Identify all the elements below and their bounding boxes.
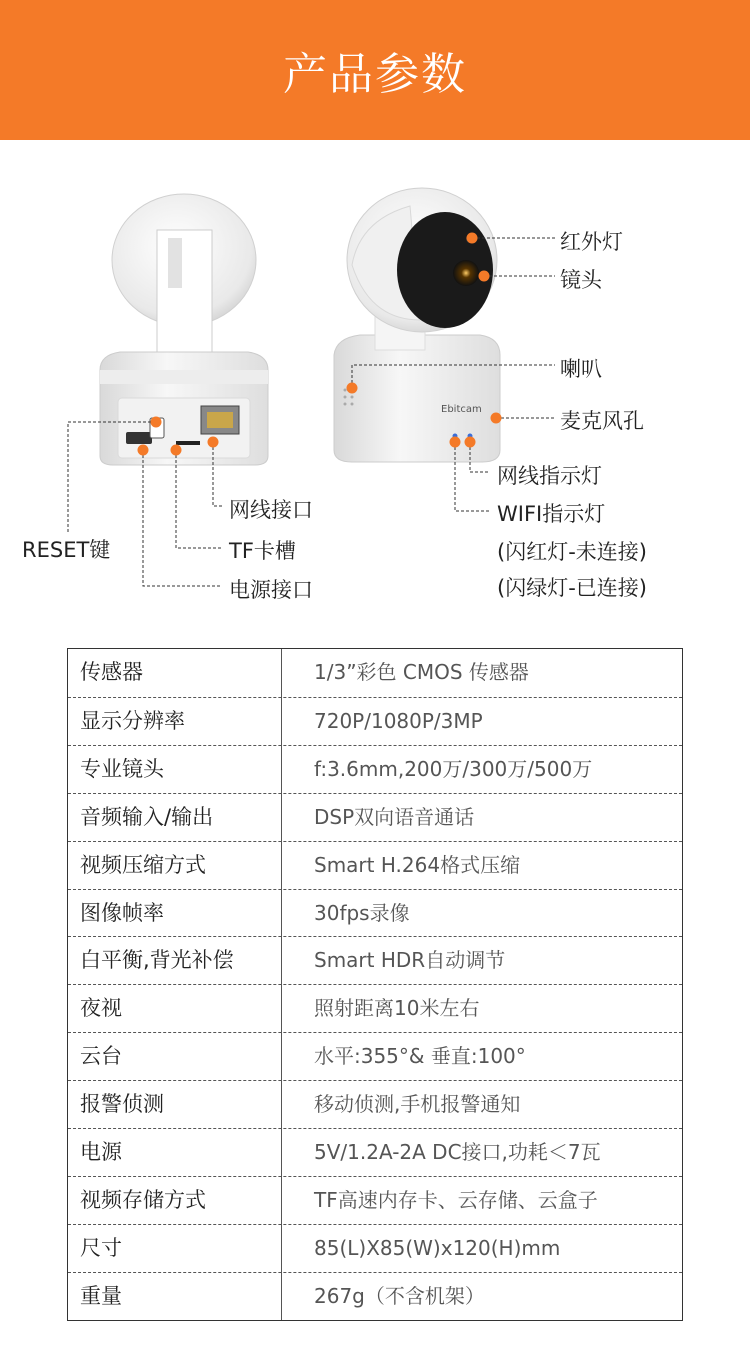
callout-network-indicator: 网线指示灯 [497, 464, 602, 488]
spec-value: 水平:355°& 垂直:100° [314, 1044, 526, 1069]
spec-value: DSP双向语音通话 [314, 804, 475, 829]
spec-value: 1/3”彩色 CMOS 传感器 [314, 660, 529, 684]
spec-value: 720P/1080P/3MP [314, 708, 483, 733]
callout-reset-key: RESET键 [22, 538, 111, 562]
spec-key: 尺寸 [80, 1235, 122, 1260]
spec-value: 30fps录像 [314, 900, 410, 925]
spec-row [68, 649, 682, 696]
spec-value: TF高速内存卡、云存储、云盒子 [314, 1187, 598, 1212]
spec-key: 视频存储方式 [80, 1187, 206, 1212]
spec-value: 5V/1.2A-2A DC接口,功耗＜7瓦 [314, 1140, 601, 1164]
spec-row [68, 793, 682, 841]
spec-row [68, 889, 682, 937]
callout-wifi-green: (闪绿灯-已连接) [497, 576, 647, 600]
callout-speaker: 喇叭 [560, 357, 602, 381]
spec-value: 85(L)X85(W)x120(H)mm [314, 1235, 561, 1260]
spec-key: 白平衡,背光补偿 [80, 948, 234, 973]
header-banner [0, 0, 750, 140]
spec-row [68, 1272, 682, 1320]
spec-row [68, 697, 682, 745]
spec-row [68, 745, 682, 793]
spec-key: 显示分辨率 [80, 708, 185, 733]
spec-key: 传感器 [80, 660, 143, 684]
callout-wifi-indicator: WIFI指示灯 [497, 502, 606, 526]
spec-row [68, 936, 682, 984]
spec-key: 视频压缩方式 [80, 852, 206, 877]
spec-row [68, 1224, 682, 1272]
callout-lens: 镜头 [560, 268, 602, 292]
callout-power-port: 电源接口 [229, 578, 313, 602]
brand-logo: Ebitcam [441, 404, 482, 415]
camera-back-view [100, 194, 268, 465]
callout-wifi-red: (闪红灯-未连接) [497, 540, 647, 564]
page-title: 产品参数 [283, 49, 467, 100]
spec-value: f:3.6mm,200万/300万/500万 [314, 756, 593, 781]
spec-key: 夜视 [80, 996, 122, 1021]
callout-tf-slot: TF卡槽 [229, 539, 296, 563]
spec-row [68, 1032, 682, 1080]
spec-table [67, 648, 683, 1321]
spec-key: 重量 [80, 1283, 122, 1308]
callout-network-port: 网线接口 [229, 498, 313, 522]
callout-infrared-light: 红外灯 [560, 230, 623, 254]
spec-row [68, 1128, 682, 1176]
spec-key: 音频输入/输出 [80, 804, 214, 829]
spec-key: 云台 [80, 1044, 122, 1069]
spec-key: 电源 [80, 1140, 122, 1164]
spec-row [68, 841, 682, 889]
spec-value: 移动侦测,手机报警通知 [314, 1092, 521, 1117]
spec-row [68, 984, 682, 1032]
spec-key: 专业镜头 [80, 756, 164, 781]
product-diagram [0, 140, 750, 630]
spec-value: Smart HDR自动调节 [314, 948, 506, 973]
spec-row [68, 1176, 682, 1224]
spec-row [68, 1080, 682, 1128]
camera-front-view [334, 188, 500, 462]
spec-key: 图像帧率 [80, 900, 164, 925]
spec-value: 照射距离10米左右 [314, 996, 480, 1021]
spec-key: 报警侦测 [80, 1092, 164, 1117]
callout-mic-hole: 麦克风孔 [560, 409, 644, 433]
spec-value: 267g（不含机架） [314, 1283, 485, 1308]
spec-value: Smart H.264格式压缩 [314, 852, 521, 877]
